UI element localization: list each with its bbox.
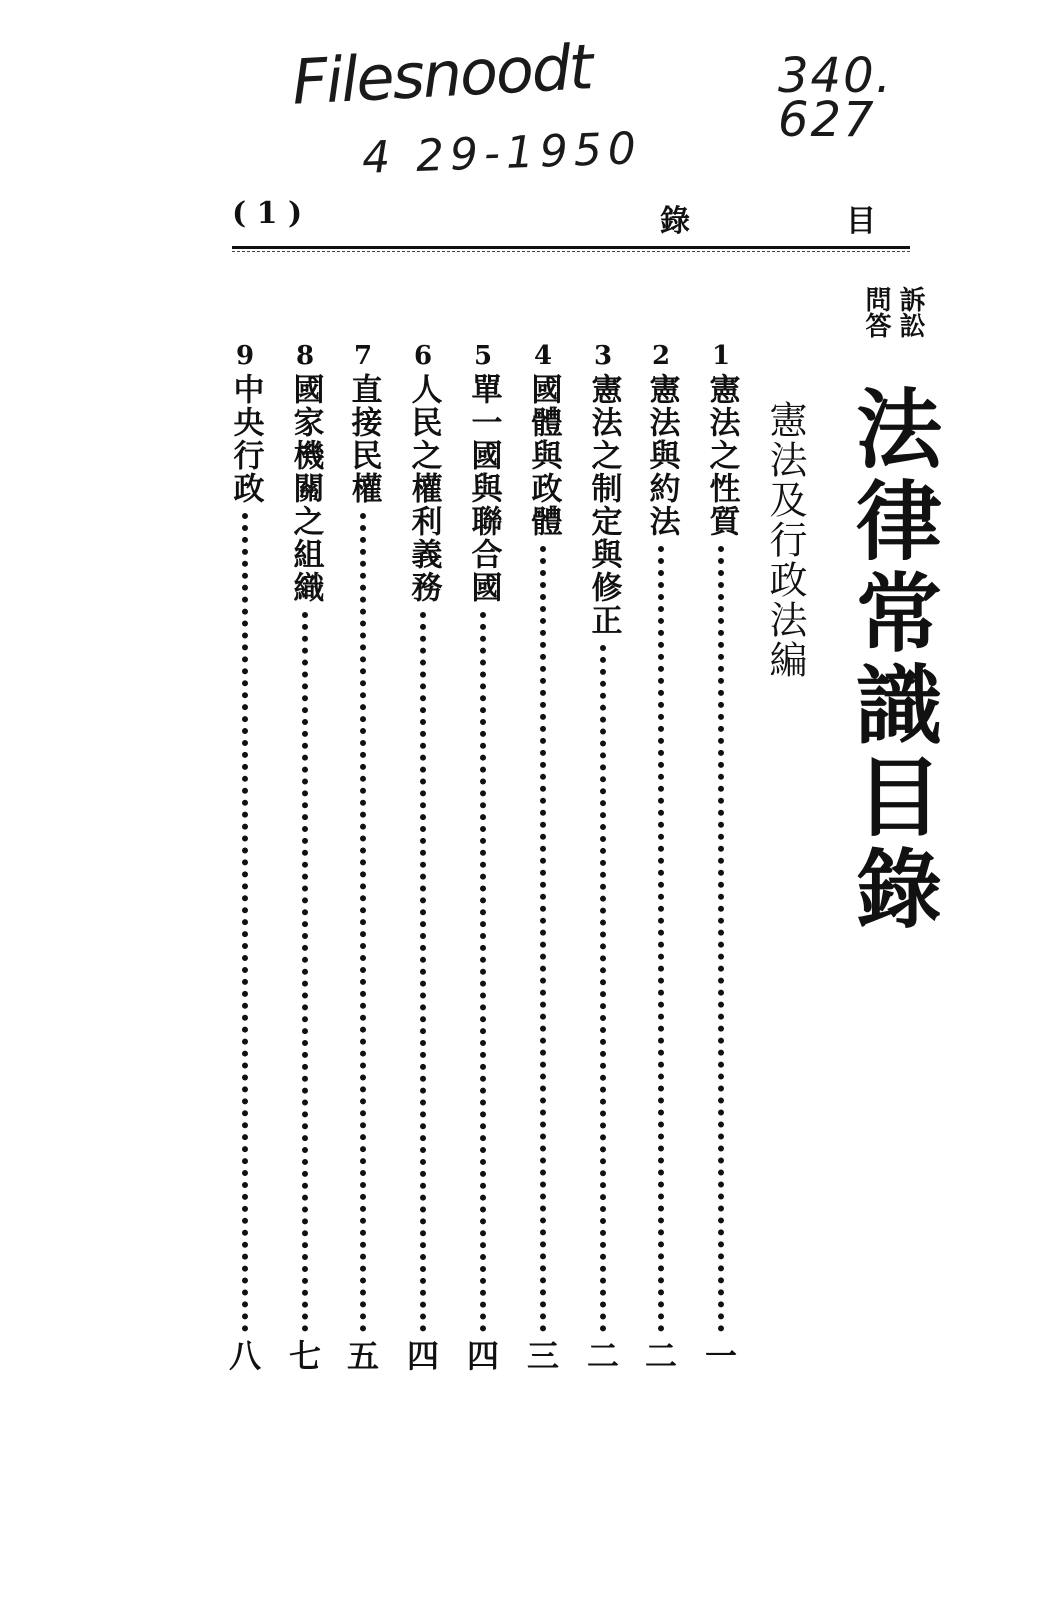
toc-entry-page: 七: [288, 1337, 321, 1375]
toc-entry[interactable]: [284, 341, 326, 1375]
annotation-line2: 問答: [861, 286, 891, 338]
toc-leader-dots: [480, 612, 486, 1332]
toc-entry-title: 憲法之性質: [703, 372, 740, 538]
section-title: 憲法及行政法編: [763, 400, 807, 680]
toc-entry-page: 八: [228, 1337, 261, 1375]
toc-leader-dots: [718, 546, 724, 1332]
toc-entry-title: 單一國與聯合國: [465, 372, 502, 604]
toc-entry-page: 一: [704, 1337, 737, 1375]
toc-leader-dots: [600, 645, 606, 1332]
handwritten-call-number-line1: 340.: [778, 48, 893, 104]
toc-entry[interactable]: [640, 341, 682, 1375]
toc-entry-page: 二: [644, 1337, 677, 1375]
toc-entry-number: 5: [473, 341, 493, 371]
toc-entry[interactable]: [224, 341, 266, 1375]
toc-entry-number: 8: [295, 341, 315, 371]
toc-entry[interactable]: [462, 341, 504, 1375]
book-title: 法律常識目錄: [841, 384, 942, 936]
toc-entry-page: 四: [466, 1337, 499, 1375]
toc-entry-number: 6: [413, 341, 433, 371]
toc-leader-dots: [658, 546, 664, 1332]
header-rule-dashed: [232, 251, 910, 252]
handwritten-date: 4 29-1950: [361, 123, 643, 184]
header-char-mu: 目: [846, 204, 876, 239]
toc-entry-page: 四: [406, 1337, 439, 1375]
toc-leader-dots: [420, 612, 426, 1332]
toc-entry[interactable]: [700, 341, 742, 1375]
toc-leader-dots: [360, 513, 366, 1332]
toc-entry[interactable]: [522, 341, 564, 1375]
toc-leader-dots: [242, 513, 248, 1332]
toc-leader-dots: [302, 612, 308, 1332]
toc-entry-title: 國體與政體: [525, 372, 562, 538]
toc-entry-title: 憲法之制定與修正: [585, 372, 622, 637]
handwritten-call-number-line2: 627: [778, 92, 876, 148]
toc-entry-number: 9: [235, 341, 255, 371]
toc-entry-title: 人民之權利義務: [405, 372, 442, 604]
handwritten-name: Filesnoodt: [290, 30, 594, 119]
header-char-lu: 錄: [660, 204, 690, 239]
toc-entry-number: 4: [533, 341, 553, 371]
toc-entry[interactable]: [402, 341, 444, 1375]
toc-entry-title: 直接民權: [345, 372, 382, 505]
toc-entry-number: 2: [651, 341, 671, 371]
header-rule: [232, 246, 910, 249]
toc-entry-page: 三: [526, 1337, 559, 1375]
toc-entry[interactable]: [582, 341, 624, 1375]
toc-entry-number: 7: [353, 341, 373, 371]
toc-entry-page: 二: [586, 1337, 619, 1375]
annotation-line1: 訴訟: [895, 286, 925, 338]
header-page-number: ( 1 ): [232, 196, 303, 231]
toc-entry[interactable]: [342, 341, 384, 1375]
toc-entry-number: 1: [711, 341, 731, 371]
toc-entry-number: 3: [593, 341, 613, 371]
toc-entry-title: 中央行政: [227, 372, 264, 505]
toc-leader-dots: [540, 546, 546, 1332]
toc-entry-title: 憲法與約法: [643, 372, 680, 538]
toc-entry-page: 五: [346, 1337, 379, 1375]
toc-entry-title: 國家機關之組織: [287, 372, 324, 604]
